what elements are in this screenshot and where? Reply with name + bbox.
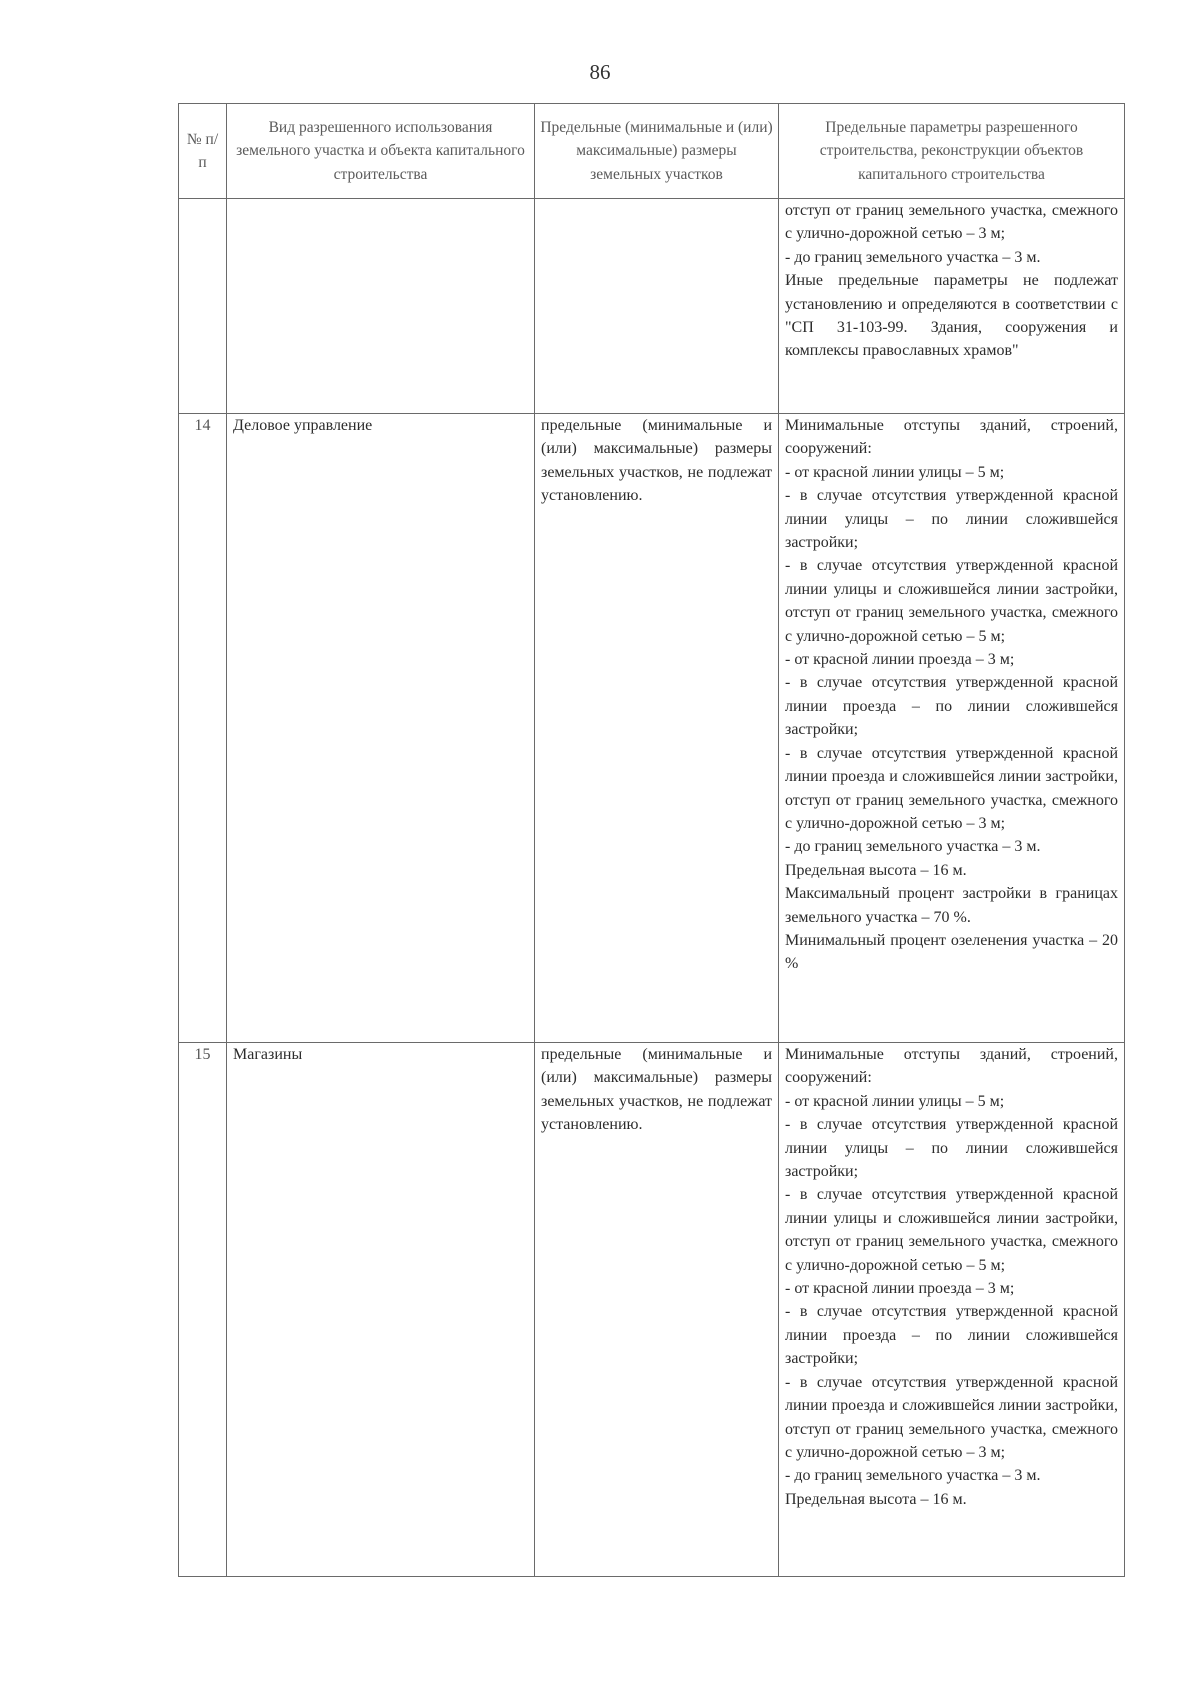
param-line: отступ от границ земельного участка, смежного с улично-дорожной сетью – 3 м; <box>785 202 1118 243</box>
row-permitted-use <box>227 199 535 414</box>
param-line: - в случае отсутствия утвержденной красной линии улицы и сложившейся линии застройки, отступ от границ земельного участка, смежного с улично-дорожной сетью – 5 м; <box>785 1186 1118 1274</box>
row-plot-sizes: предельные (минимальные и (или) максимальные) размеры земельных участков, не подлежат установлению. <box>535 1043 779 1577</box>
param-line: - в случае отсутствия утвержденной красной линии улицы – по линии сложившейся застройки; <box>785 487 1118 552</box>
param-line: Минимальный процент озеленения участка – 20 % <box>785 931 1118 973</box>
regulations-table <box>178 103 1125 1577</box>
row-number: 15 <box>179 1043 227 1577</box>
header-plot-sizes: Предельные (минимальные и (или) максимальные) размеры земельных участков <box>535 104 779 199</box>
param-line: - в случае отсутствия утвержденной красной линии проезда – по линии сложившейся застройки; <box>785 1303 1118 1368</box>
header-construction-params: Предельные параметры разрешенного строительства, реконструкции объектов капитального строительства <box>779 104 1125 199</box>
page-number: 86 <box>589 60 611 84</box>
table-row <box>179 199 1125 414</box>
param-line: - до границ земельного участка – 3 м. <box>785 1467 1041 1485</box>
param-line: - в случае отсутствия утвержденной красной линии проезда и сложившейся линии застройки, отступ от границ земельного участка, смежного с улично-дорожной сетью – 3 м; <box>785 744 1118 832</box>
param-line: - от красной линии проезда – 3 м; <box>785 1280 1015 1298</box>
header-num: № п/п <box>179 104 227 199</box>
param-line: - от красной линии проезда – 3 м; <box>785 651 1015 669</box>
row-permitted-use: Деловое управление <box>227 414 535 1043</box>
table-header-row <box>179 104 1125 199</box>
row-plot-sizes <box>535 199 779 414</box>
row-construction-params <box>779 199 1125 414</box>
row-number <box>179 199 227 414</box>
param-line: Минимальные отступы зданий, строений, сооружений: <box>785 1046 1118 1087</box>
table-row <box>179 414 1125 1043</box>
param-line: - в случае отсутствия утвержденной красной линии проезда – по линии сложившейся застройки; <box>785 674 1118 739</box>
row-plot-sizes: предельные (минимальные и (или) максимальные) размеры земельных участков, не подлежат установлению. <box>535 414 779 1043</box>
param-line: - в случае отсутствия утвержденной красной линии улицы и сложившейся линии застройки, отступ от границ земельного участка, смежного с улично-дорожной сетью – 5 м; <box>785 557 1118 645</box>
param-line: Максимальный процент застройки в границах земельного участка – 70 %. <box>785 885 1118 926</box>
param-line: - в случае отсутствия утвержденной красной линии улицы – по линии сложившейся застройки; <box>785 1116 1118 1181</box>
param-line: - в случае отсутствия утвержденной красной линии проезда и сложившейся линии застройки, отступ от границ земельного участка, смежного с улично-дорожной сетью – 3 м; <box>785 1373 1118 1461</box>
row-construction-params <box>779 414 1125 1043</box>
param-line: - до границ земельного участка – 3 м. <box>785 248 1041 266</box>
param-line: Иные предельные параметры не подлежат установлению и определяются в соответствии с "СП 31-103-99. Здания, сооружения и комплексы православных храмов" <box>785 272 1118 360</box>
param-line: - до границ земельного участка – 3 м. <box>785 838 1041 856</box>
table-row <box>179 1043 1125 1577</box>
header-permitted-use: Вид разрешенного использования земельного участка и объекта капитального строительства <box>227 104 535 199</box>
row-construction-params <box>779 1043 1125 1577</box>
param-line: - от красной линии улицы – 5 м; <box>785 1092 1005 1110</box>
param-line: Предельная высота – 16 м. <box>785 1490 967 1508</box>
param-line: Предельная высота – 16 м. <box>785 861 967 879</box>
param-line: Минимальные отступы зданий, строений, сооружений: <box>785 417 1118 458</box>
param-line: - от красной линии улицы – 5 м; <box>785 463 1005 481</box>
row-number: 14 <box>179 414 227 1043</box>
row-permitted-use: Магазины <box>227 1043 535 1577</box>
